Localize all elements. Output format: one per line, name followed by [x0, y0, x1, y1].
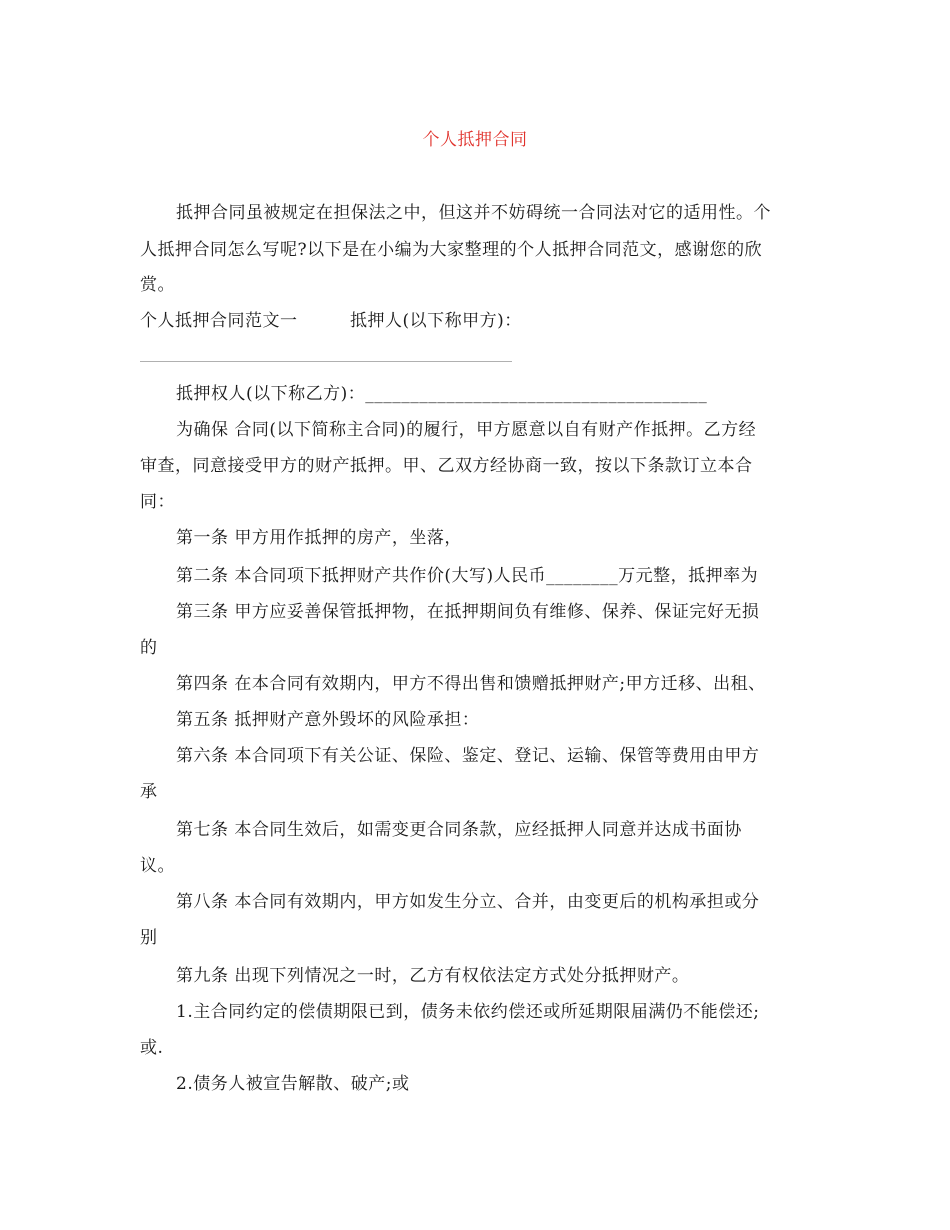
signature-underline: [140, 361, 512, 362]
paragraph-line: 为确保 合同(以下简称主合同)的履行，甲方愿意以自有财产作抵押。乙方经: [176, 420, 757, 440]
clause-line: 第五条 抵押财产意外毁坏的风险承担：: [176, 710, 480, 730]
document-title: 个人抵押合同: [422, 130, 528, 150]
paragraph-line: 审查，同意接受甲方的财产抵押。甲、乙双方经协商一致，按以下条款订立本合: [140, 456, 753, 476]
clause-line: 第一条 甲方用作抵押的房产，坐落，: [176, 528, 462, 548]
clause-line: 第六条 本合同项下有关公证、保险、鉴定、登记、运输、保管等费用由甲方: [176, 746, 760, 766]
list-item-line: 2.债务人被宣告解散、破产;或: [176, 1074, 410, 1094]
clause-line: 第九条 出现下列情况之一时，乙方有权依法定方式处分抵押财产。: [176, 966, 690, 986]
list-item-line: 1.主合同约定的偿债期限已到，债务未依约偿还或所延期限届满仍不能偿还;: [176, 1002, 760, 1022]
paragraph-line: 抵押合同虽被规定在担保法之中，但这并不妨碍统一合同法对它的适用性。个: [176, 203, 771, 223]
clause-line: 第七条 本合同生效后，如需变更合同条款，应经抵押人同意并达成书面协: [176, 820, 742, 840]
clause-line: 议。: [140, 856, 175, 876]
paragraph-line: 抵押权人(以下称乙方)：______________________________________: [176, 384, 708, 404]
clause-line: 的: [140, 638, 158, 658]
paragraph-line: 人抵押合同怎么写呢?以下是在小编为大家整理的个人抵押合同范文，感谢您的欣: [140, 240, 763, 260]
clause-line: 第八条 本合同有效期内，甲方如发生分立、合并，由变更后的机构承担或分: [176, 892, 760, 912]
clause-line: 承: [140, 782, 158, 802]
paragraph-line: 同：: [140, 492, 175, 512]
clause-line: 第二条 本合同项下抵押财产共作价(大写)人民币________万元整，抵押率为: [176, 566, 759, 586]
clause-line: 第四条 在本合同有效期内，甲方不得出售和馈赠抵押财产;甲方迁移、出租、: [176, 674, 766, 694]
paragraph-line: 赏。: [140, 275, 175, 295]
clause-line: 第三条 甲方应妥善保管抵押物，在抵押期间负有维修、保养、保证完好无损: [176, 602, 760, 622]
list-item-line: 或.: [140, 1038, 164, 1058]
clause-line: 别: [140, 928, 158, 948]
paragraph-line: 个人抵押合同范文一 抵押人(以下称甲方)：: [140, 311, 522, 331]
